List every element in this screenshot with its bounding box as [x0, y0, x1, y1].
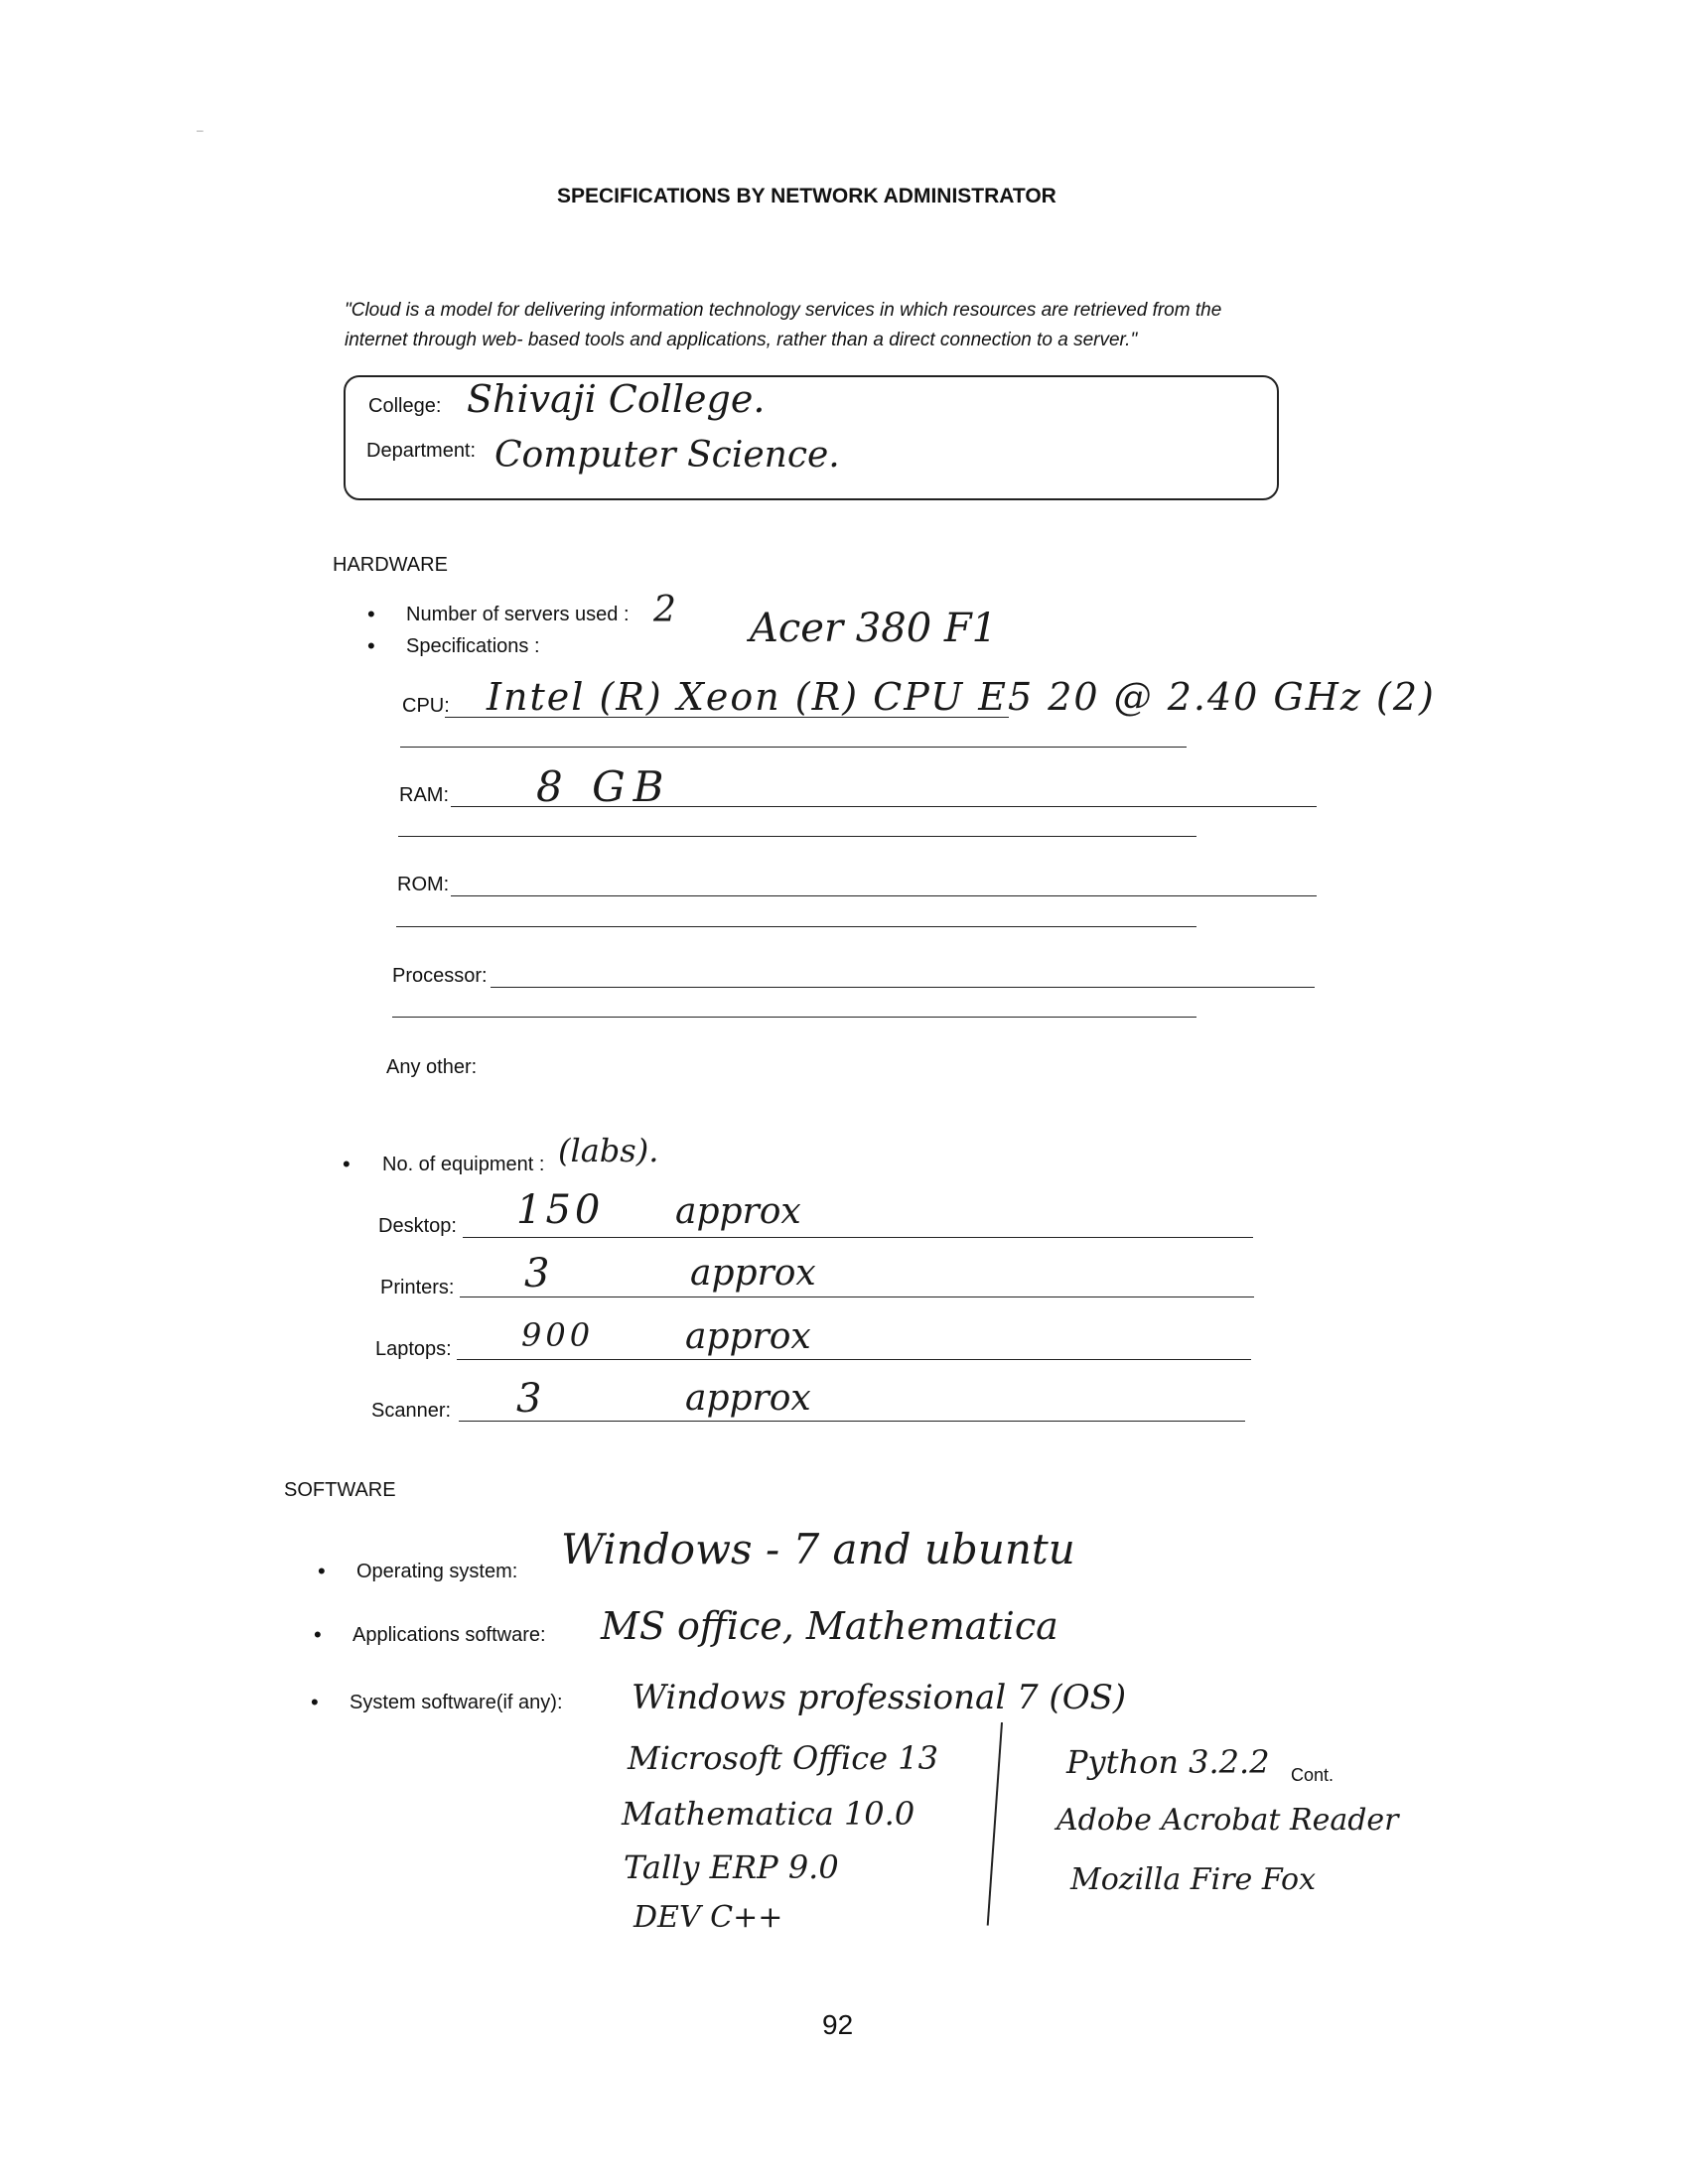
bullet: • — [311, 1690, 319, 1714]
scanner-label: Scanner: — [371, 1400, 452, 1422]
specs-value: Acer 380 F1 — [750, 606, 998, 651]
ram-line-2 — [398, 836, 1196, 837]
system-item-4: Tally ERP 9.0 — [624, 1848, 839, 1886]
page-title: SPECIFICATIONS BY NETWORK ADMINISTRATOR — [557, 185, 1056, 207]
system-item-7: Adobe Acrobat Reader — [1056, 1803, 1399, 1838]
quote-line-1: "Cloud is a model for delivering information technology services in which resources are retrieved from the — [345, 300, 1222, 321]
system-item-2: Microsoft Office 13 — [628, 1739, 938, 1777]
laptops-value: 900 — [521, 1316, 595, 1354]
os-label: Operating system: — [356, 1561, 518, 1582]
servers-value: 2 — [653, 590, 676, 630]
laptops-line — [457, 1359, 1251, 1360]
department-value: Computer Science. — [494, 435, 840, 476]
desktop-label: Desktop: — [378, 1215, 457, 1237]
ram-value: 8 GB — [536, 762, 672, 811]
servers-label: Number of servers used : — [406, 604, 630, 625]
system-item-5: DEV C++ — [633, 1900, 783, 1935]
ram-label: RAM: — [399, 784, 449, 806]
specs-label: Specifications : — [406, 635, 540, 657]
printers-label: Printers: — [380, 1277, 455, 1298]
processor-line-2 — [392, 1017, 1196, 1018]
system-label: System software(if any): — [350, 1692, 563, 1713]
software-heading: SOFTWARE — [284, 1479, 396, 1501]
bullet: • — [314, 1622, 322, 1647]
cpu-line — [445, 717, 1009, 718]
hardware-heading: HARDWARE — [333, 554, 448, 576]
laptops-label: Laptops: — [375, 1338, 452, 1360]
bullet: • — [367, 602, 375, 626]
bullet: • — [318, 1559, 326, 1583]
equipment-note: (labs). — [558, 1132, 659, 1169]
column-divider — [987, 1722, 1003, 1926]
department-label: Department: — [366, 440, 477, 462]
other-label: Any other: — [386, 1056, 478, 1078]
bullet: • — [343, 1152, 351, 1176]
ram-line — [451, 806, 1317, 807]
cont-label: Cont. — [1291, 1765, 1335, 1785]
equipment-label: No. of equipment : — [382, 1154, 545, 1175]
system-item-8: Mozilla Fire Fox — [1070, 1862, 1316, 1897]
rom-label: ROM: — [397, 874, 450, 895]
apps-label: Applications software: — [352, 1624, 546, 1646]
apps-value: MS office, Mathematica — [601, 1604, 1058, 1648]
quote-line-2: internet through web- based tools and applications, rather than a direct connection to a server." — [345, 330, 1138, 350]
system-item-3: Mathematica 10.0 — [622, 1795, 915, 1833]
cpu-line-2 — [400, 747, 1187, 748]
desktop-line — [463, 1237, 1253, 1238]
laptops-note: approx — [685, 1316, 811, 1357]
scanner-line — [459, 1421, 1245, 1422]
college-label: College: — [368, 395, 442, 417]
bullet: • — [367, 633, 375, 658]
desktop-value: 150 — [516, 1187, 605, 1233]
cpu-value: Intel (R) Xeon (R) CPU E5 20 @ 2.40 GHz (2) — [487, 675, 1436, 719]
cpu-label: CPU: — [402, 695, 450, 717]
printers-note: approx — [690, 1253, 816, 1294]
page-number: 92 — [822, 2009, 854, 2040]
desktop-note: approx — [675, 1191, 801, 1232]
system-item-1: Windows professional 7 (OS) — [632, 1678, 1127, 1717]
processor-label: Processor: — [392, 965, 488, 987]
os-value: Windows - 7 and ubuntu — [561, 1525, 1075, 1573]
rom-line — [451, 895, 1317, 896]
processor-line — [491, 987, 1315, 988]
college-value: Shivaji College. — [467, 377, 766, 421]
system-item-6: Python 3.2.2 — [1066, 1743, 1270, 1781]
rom-line-2 — [396, 926, 1196, 927]
corner-mark: – — [197, 123, 204, 137]
scanner-note: approx — [685, 1378, 811, 1419]
printers-value: 3 — [524, 1251, 550, 1297]
scanner-value: 3 — [516, 1376, 542, 1422]
